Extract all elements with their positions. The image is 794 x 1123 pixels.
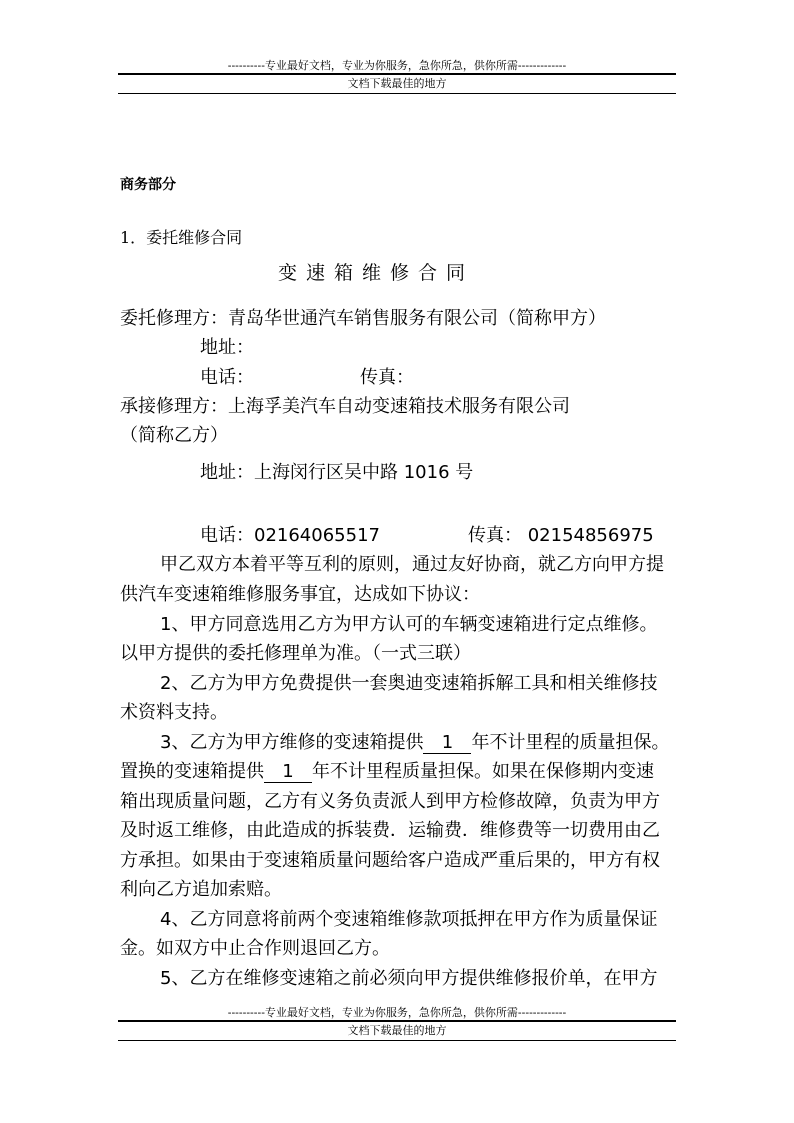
clause-3-line-5: 方承担。如果由于变速箱质量问题给客户造成严重后果的，甲方有权 [120, 850, 660, 871]
intro-line-1: 甲乙双方本着平等互利的原则，通过友好协商，就乙方向甲方提 [160, 554, 664, 575]
clause-4-line-1: 4、乙方同意将前两个变速箱维修款项抵押在甲方作为质量保证 [160, 909, 658, 930]
header-slogan: ----------专业最好文档，专业为你服务，急你所急，供你所需------------- [227, 59, 567, 72]
party-a-address: 地址： [200, 337, 254, 358]
clause-1-line-2: 以甲方提供的委托修理单为准。（一式三联） [120, 643, 471, 664]
clause-4-line-2: 金。如双方中止合作则退回乙方。 [120, 938, 390, 959]
clause-3-line-1-text-b: 年不计里程的质量担保。 [471, 732, 670, 753]
party-b-fax: 传真： 02154856975 [468, 525, 654, 546]
section-heading: 商务部分 [120, 177, 176, 193]
clause-2-line-1: 2、乙方为甲方免费提供一套奥迪变速箱拆解工具和相关维修技 [160, 673, 658, 694]
header-rule-top [118, 73, 676, 75]
party-a-line: 委托修理方：青岛华世通汽车销售服务有限公司（简称甲方） [120, 308, 606, 329]
footer-subtitle: 文档下载最佳的地方 [347, 1024, 447, 1037]
party-b-line-2: （简称乙方） [120, 425, 228, 446]
clause-5-line-1: 5、乙方在维修变速箱之前必须向甲方提供维修报价单，在甲方 [160, 968, 658, 989]
header-subtitle: 文档下载最佳的地方 [347, 77, 447, 90]
party-b-phone: 电话：02164065517 [200, 525, 380, 546]
warranty-years-field: 1 [423, 733, 471, 754]
item-heading: 1．委托维修合同 [120, 228, 243, 247]
clause-3-line-1-text-a: 3、乙方为甲方维修的变速箱提供 [160, 732, 424, 753]
clause-3-line-3: 箱出现质量问题，乙方有义务负责派人到甲方检修故障，负责为甲方 [120, 791, 660, 812]
footer-slogan: ----------专业最好文档，专业为你服务，急你所急，供你所需------------- [227, 1006, 567, 1019]
clause-3-line-2 [120, 760, 654, 784]
clause-3-line-6: 利向乙方追加索赔。 [120, 879, 282, 900]
party-b-line-1: 承接修理方：上海孚美汽车自动变速箱技术服务有限公司 [120, 396, 570, 417]
footer-rule-top [118, 1020, 676, 1022]
replacement-warranty-years-field: 1 [264, 762, 312, 783]
party-a-fax: 传真： [360, 367, 414, 388]
clause-3-line-1 [160, 731, 669, 755]
contract-title: 变速箱维修合同 [278, 262, 475, 284]
intro-line-2: 供汽车变速箱维修服务事宜，达成如下协议： [120, 584, 480, 605]
party-b-address: 地址：上海闵行区吴中路 1016 号 [200, 462, 474, 483]
clause-2-line-2: 术资料支持。 [120, 702, 228, 723]
header-rule-bottom [118, 93, 676, 94]
party-a-phone: 电话： [200, 367, 254, 388]
footer-rule-bottom [118, 1040, 676, 1041]
clause-1-line-1: 1、甲方同意选用乙方为甲方认可的车辆变速箱进行定点维修。 [160, 614, 658, 635]
clause-3-line-2-text-a: 置换的变速箱提供 [120, 761, 264, 782]
clause-3-line-2-text-b: 年不计里程质量担保。如果在保修期内变速 [312, 761, 654, 782]
clause-3-line-4: 及时返工维修，由此造成的拆装费．运输费．维修费等一切费用由乙 [120, 820, 660, 841]
